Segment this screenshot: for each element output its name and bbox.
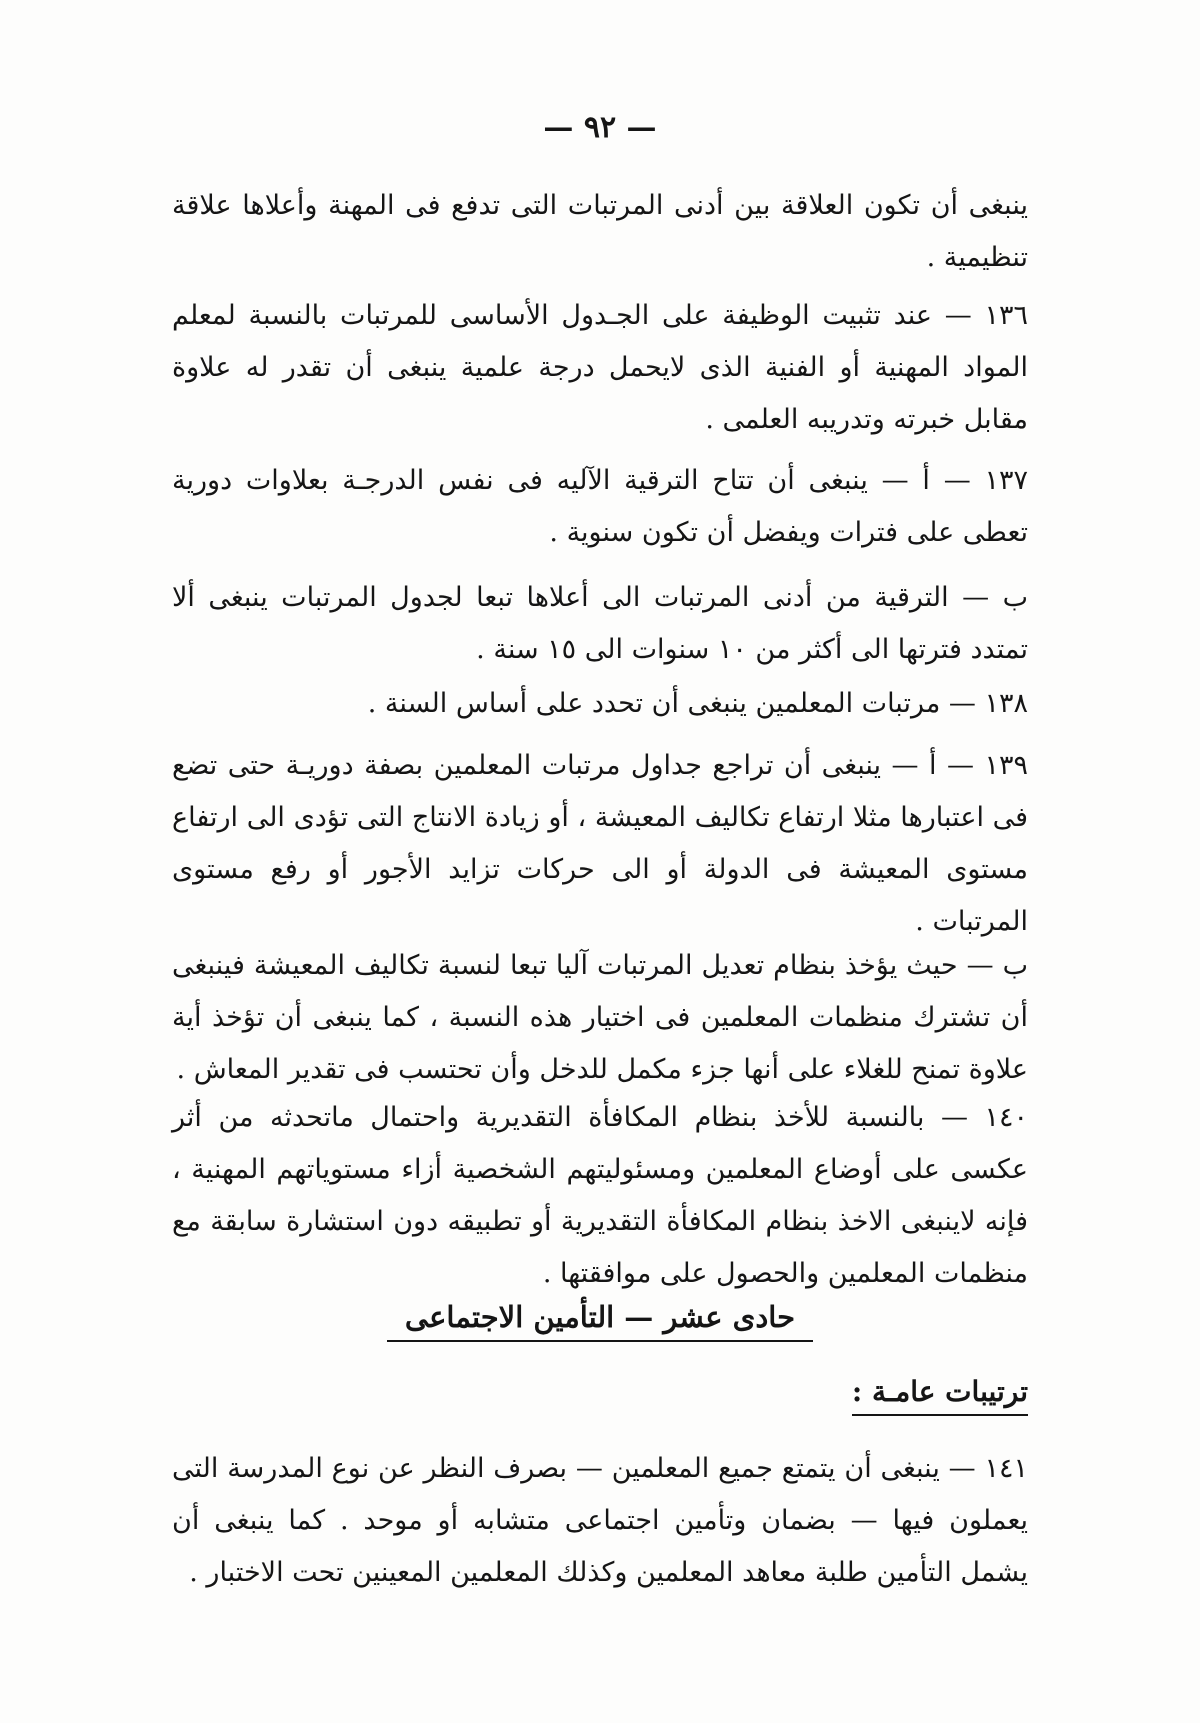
paragraph-139-b: ب — حيث يؤخذ بنظام تعديل المرتبات آليا تبعا لنسبة تكاليف المعيشة فينبغى أن تشترك منظمات المعلمين فى اختيار هذه النسبة ، كما ينبغى أن تؤخذ أية علاوة تمنح للغلاء على أنها جزء مكمل للدخل وأن تحتسب فى تقدير المعاش . [172, 950, 1028, 1085]
paragraph-140: ١٤٠ — بالنسبة للأخذ بنظام المكافأة التقديرية واحتمال ماتحدثه من أثر عكسى على أوضاع المعلمين ومسئوليتهم الشخصية أزاء مستوياتهم المهنية ، فإنه لاينبغى الاخذ بنظام المكافأة التقديرية أو تطبيقه دون استشارة سابقة مع منظمات المعلمين والحصول على موافقتها . [172, 1102, 1028, 1289]
paragraph-intro: ينبغى أن تكون العلاقة بين أدنى المرتبات التى تدفع فى المهنة وأعلاها علاقة تنظيمية . [172, 190, 1028, 273]
paragraph-139-a: ١٣٩ — أ — ينبغى أن تراجع جداول مرتبات المعلمين بصفة دوريـة حتى تضع فى اعتبارها مثلا ارتفاع تكاليف المعيشة ، أو زيادة الانتاج التى تؤدى الى ارتفاع مستوى المعيشة فى الدولة أو الى حركات تزايد الأجور أو رفع مستوى المرتبات . [172, 750, 1028, 937]
page-number: — ٩٢ — [543, 110, 657, 145]
section-heading [0, 1300, 1200, 1342]
paragraph-136: ١٣٦ — عند تثبيت الوظيفة على الجـدول الأساسى للمرتبات بالنسبة لمعلم المواد المهنية أو الفنية الذى لايحمل درجة علمية ينبغى أن تقدر له علاوة مقابل خبرته وتدريبه العلمى . [172, 300, 1028, 435]
sub-heading: ترتيبات عامـة : [852, 1375, 1028, 1416]
section-heading-text: حادى عشر — التأمين الاجتماعى [387, 1300, 813, 1342]
paragraph-137-a: ١٣٧ — أ — ينبغى أن تتاح الترقية الآليه فى نفس الدرجـة بعلاوات دورية تعطى على فترات ويفضل أن تكون سنوية . [172, 465, 1028, 548]
paragraph-138: ١٣٨ — مرتبات المعلمين ينبغى أن تحدد على أساس السنة . [367, 688, 1028, 719]
paragraph-141: ١٤١ — ينبغى أن يتمتع جميع المعلمين — بصرف النظر عن نوع المدرسة التى يعملون فيها — بضمان وتأمين اجتماعى متشابه أو موحد . كما ينبغى أن يشمل التأمين طلبة معاهد المعلمين وكذلك المعلمين المعينين تحت الاختبار . [172, 1453, 1028, 1588]
paragraph-137-b: ب — الترقية من أدنى المرتبات الى أعلاها تبعا لجدول المرتبات ينبغى ألا تمتدد فترتها الى أكثر من ١٠ سنوات الى ١٥ سنة . [172, 582, 1028, 665]
